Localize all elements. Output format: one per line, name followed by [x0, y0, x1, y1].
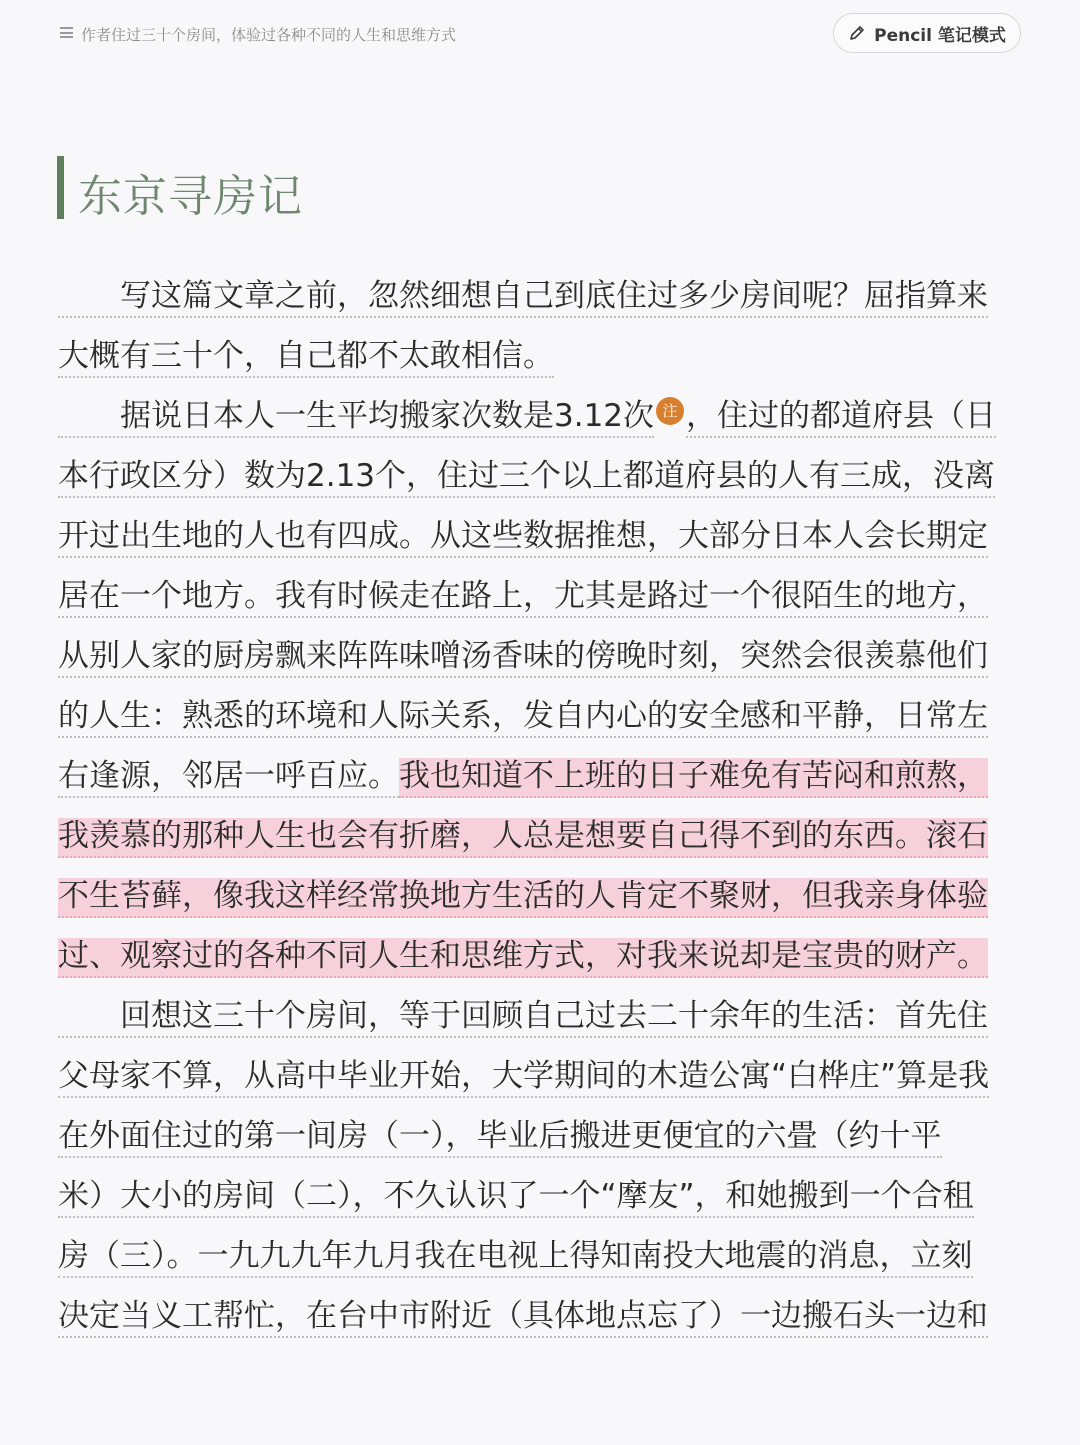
- text-line: 回想这三十个房间，等于回顾自己过去二十余年的生活：首先住: [58, 986, 988, 1046]
- pencil-icon: [848, 24, 866, 42]
- text-line: 房（三）。一九九九年九月我在电视上得知南投大地震的消息，立刻: [58, 1226, 973, 1286]
- list-icon[interactable]: [60, 27, 73, 38]
- text-line: 父母家不算，从高中毕业开始，大学期间的木造公寓“白桦庄”算是我: [58, 1046, 989, 1106]
- text-line: 从别人家的厨房飘来阵阵味噌汤香味的傍晚时刻，突然会很羡慕他们: [58, 626, 988, 686]
- text-line: 右逢源，邻居一呼百应。我也知道不上班的日子难免有苦闷和煎熬，: [58, 746, 988, 806]
- text-line: 写这篇文章之前，忽然细想自己到底住过多少房间呢？屈指算来: [58, 266, 988, 326]
- text-line: 大概有三十个，自己都不太敢相信。: [58, 326, 554, 386]
- highlighted-text[interactable]: 我也知道不上班的日子难免有苦闷和煎熬，: [399, 758, 988, 798]
- article-heading: 东京寻房记: [78, 171, 303, 222]
- pencil-mode-label: Pencil 笔记模式: [874, 25, 1006, 46]
- top-bar: [0, 0, 1080, 70]
- chapter-title[interactable]: 作者住过三十个房间，体验过各种不同的人生和思维方式: [81, 26, 457, 44]
- highlighted-line[interactable]: 我羡慕的那种人生也会有折磨，人总是想要自己得不到的东西。滚石: [58, 806, 988, 866]
- text-line: 米）大小的房间（二），不久认识了一个“摩友”，和她搬到一个合租: [58, 1166, 974, 1226]
- text-line: 居在一个地方。我有时候走在路上，尤其是路过一个很陌生的地方，: [58, 566, 988, 626]
- text-line: 据说日本人一生平均搬家次数是3.12次 注 ，住过的都道府县（日: [58, 386, 996, 446]
- text-line: 决定当义工帮忙，在台中市附近（具体地点忘了）一边搬石头一边和: [58, 1286, 988, 1346]
- highlighted-line[interactable]: 不生苔藓，像我这样经常换地方生活的人肯定不聚财，但我亲身体验: [58, 866, 988, 926]
- text-line: 在外面住过的第一间房（一），毕业后搬进更便宜的六畳（约十平: [58, 1106, 942, 1166]
- highlighted-line[interactable]: 过、观察过的各种不同人生和思维方式，对我来说却是宝贵的财产。: [58, 926, 988, 986]
- text-line: 的人生：熟悉的环境和人际关系，发自内心的安全感和平静，日常左: [58, 686, 988, 746]
- pencil-mode-button[interactable]: [833, 13, 1021, 53]
- heading-accent-bar: [57, 156, 64, 219]
- text-line: 开过出生地的人也有四成。从这些数据推想，大部分日本人会长期定: [58, 506, 988, 566]
- note-icon[interactable]: 注: [656, 397, 684, 425]
- text-line: 本行政区分）数为2.13个，住过三个以上都道府县的人有三成，没离: [58, 446, 995, 506]
